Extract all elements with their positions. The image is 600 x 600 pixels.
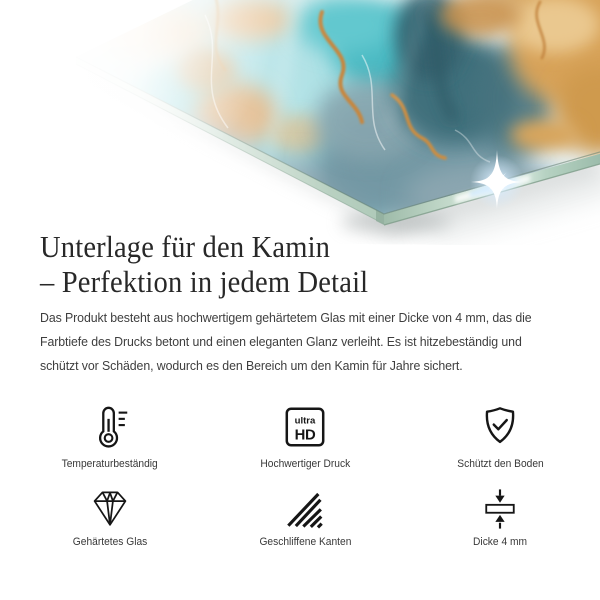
product-description: [40, 306, 532, 378]
page-title: [40, 229, 368, 299]
feature-label: Gehärtetes Glas: [72, 536, 148, 548]
product-photo: [0, 0, 600, 245]
ultra-hd-badge-top: ultra: [294, 415, 316, 427]
thermometer-icon: [87, 404, 133, 450]
feature-label: Geschliffene Kanten: [259, 536, 351, 548]
description-line: Farbtiefe des Drucks betont und einen eleganten Glanz verleiht. Es ist hitzebeständig und: [40, 334, 522, 349]
description-line: schützt vor Schäden, wodurch es den Bereich um den Kamin für Jahre sichert.: [40, 358, 463, 373]
feature-schuetzt-den-boden: [400, 404, 600, 470]
page-title-line2: – Perfektion in jedem Detail: [40, 264, 369, 299]
thickness-icon: [480, 489, 520, 529]
feature-label: Temperaturbeständig: [61, 458, 159, 470]
page-title-line1: Unterlage für den Kamin: [40, 229, 331, 264]
ultra-hd-badge-bottom: HD: [294, 427, 316, 444]
feature-gehaertetes-glas: [10, 490, 210, 548]
feature-label: Dicke 4 mm: [473, 536, 527, 548]
ultra-hd-icon: [282, 404, 328, 450]
feature-label: Hochwertiger Druck: [260, 458, 350, 470]
shield-check-icon: [477, 404, 523, 450]
feature-geschliffene-kanten: [205, 490, 405, 548]
feature-label: Schützt den Boden: [456, 458, 544, 470]
diamond-icon: [90, 489, 130, 529]
feature-temperaturbestaendig: [10, 404, 210, 470]
polished-edges-icon: [285, 489, 325, 529]
white-fade-overlay: [0, 0, 600, 245]
description-line: Das Produkt besteht aus hochwertigem gehärtetem Glas mit einer Dicke von 4 mm, das die: [40, 310, 532, 325]
feature-dicke-4mm: [400, 490, 600, 548]
feature-hochwertiger-druck: [205, 404, 405, 470]
check-icon: [494, 420, 507, 429]
glass-panel-image: [0, 0, 600, 245]
